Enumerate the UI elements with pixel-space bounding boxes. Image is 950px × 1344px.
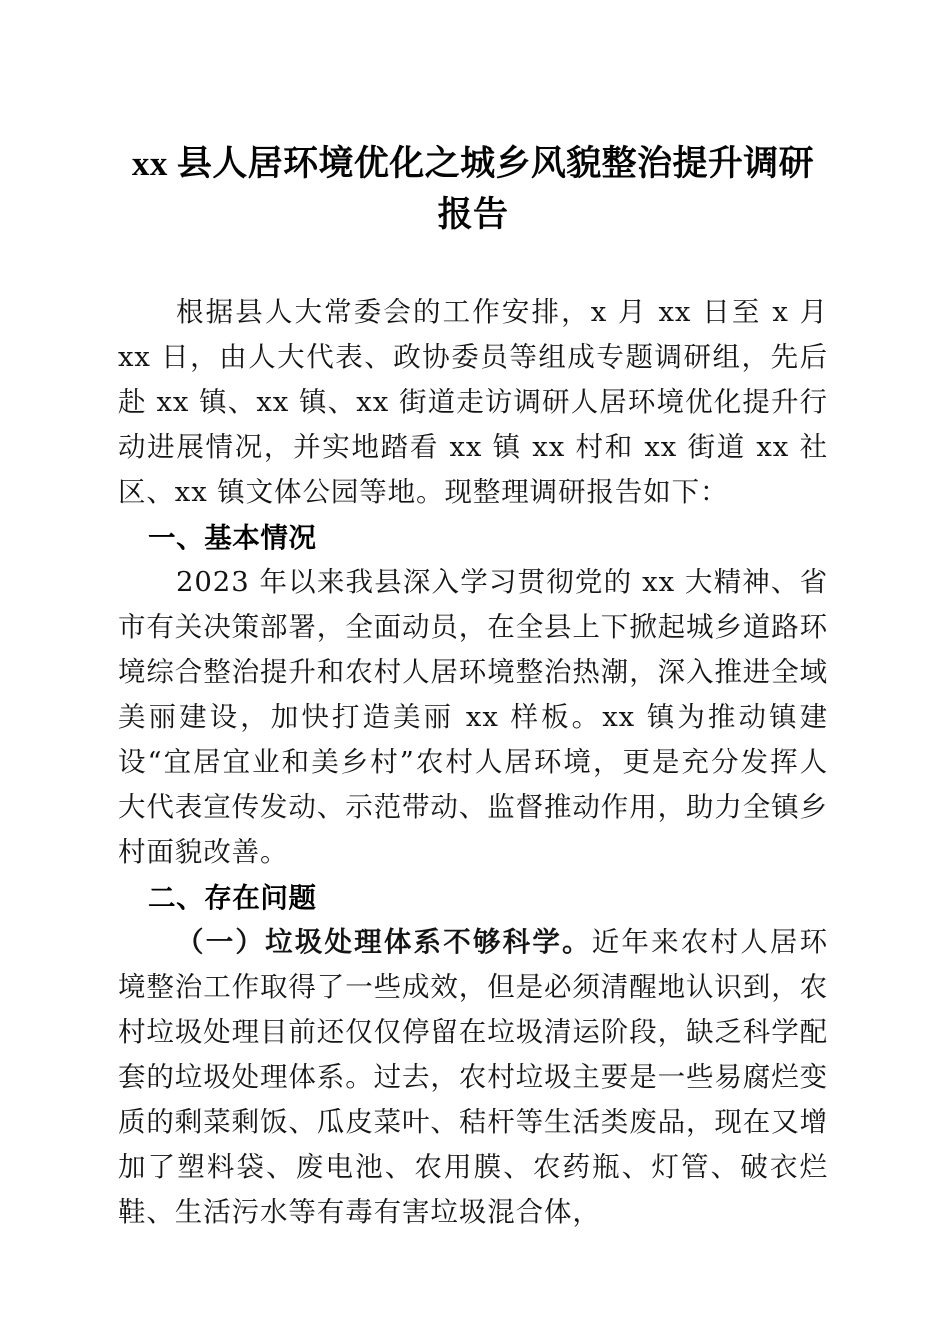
document-content bbox=[118, 0, 828, 1235]
subsection-one-lead-in: （一）垃圾处理体系不够科学。 bbox=[176, 926, 592, 958]
page-title-line-1: xx 县人居环境优化之城乡风貌整治提升调研 bbox=[131, 144, 815, 183]
intro-paragraph: 根据县人大常委会的工作安排，x 月 xx 日至 x 月 xx 日，由人大代表、政协委员等组成专题调研组，先后赴 xx 镇、xx 镇、xx 街道走访调研人居环境优化提升行动进展情况，并实地踏看 xx 镇 xx 村和 xx 街道 xx 社区、xx 镇文体公园等地。现整理调研报告如下： bbox=[118, 296, 828, 508]
section-heading-basic-situation: 一、基本情况 bbox=[148, 522, 317, 553]
page-title bbox=[118, 0, 828, 240]
page-title-line-2: 报告 bbox=[437, 195, 509, 234]
section-one-paragraph: 2023 年以来我县深入学习贯彻党的 xx 大精神、省市有关决策部署，全面动员，在全县上下掀起城乡道路环境综合整治提升和农村人居环境整治热潮，深入推进全域美丽建设，加快打造美丽 xx 样板。xx 镇为推动镇建设“宜居宜业和美乡村”农村人居环境，更是充分发挥人大代表宣传发动、示范带动、监督推动作用，助力全镇乡村面貌改善。 bbox=[118, 566, 828, 868]
subsection-one-paragraph bbox=[118, 920, 828, 1235]
subsection-one-body: 近年来农村人居环境整治工作取得了一些成效，但是必须清醒地认识到，农村垃圾处理目前还仅仅停留在垃圾清运阶段，缺乏科学配套的垃圾处理体系。过去，农村垃圾主要是一些易腐烂变质的剩菜剩饭、瓜皮菜叶、秸杆等生活类废品，现在又增加了塑料袋、废电池、农用膜、农药瓶、灯管、破衣烂鞋、生活污水等有毒有害垃圾混合体， bbox=[118, 926, 828, 1228]
section-heading-existing-problems: 二、存在问题 bbox=[148, 882, 317, 913]
